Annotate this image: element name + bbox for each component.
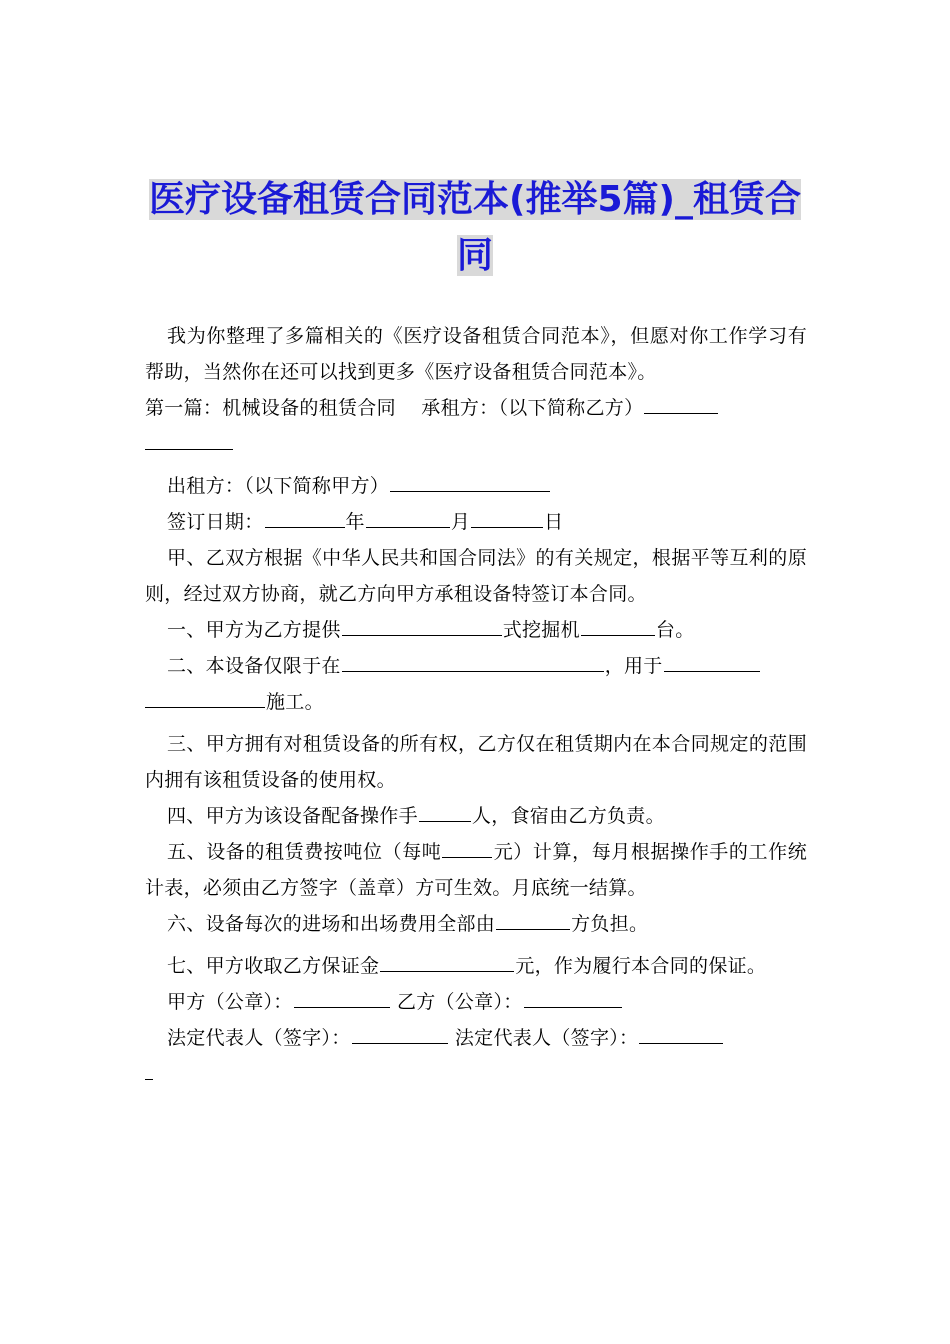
clause-2-text-a: 二、本设备仅限于在: [167, 655, 341, 677]
intro-paragraph: 我为你整理了多篇相关的《医疗设备租赁合同范本》，但愿对你工作学习有帮助，当然你在还可以找到更多《医疗设备租赁合同范本》。: [145, 325, 807, 383]
sign-date-label: 签订日期：: [167, 511, 264, 533]
sign-year-blank: [265, 509, 345, 528]
party-a-seal-blank: [294, 989, 390, 1008]
price-per-ton-blank: [442, 839, 492, 858]
party-b-seal-label: 乙方（公章）：: [396, 991, 523, 1013]
lessee-label: 承租方：（以下简称乙方）: [421, 397, 644, 419]
excavator-count-blank: [581, 617, 655, 636]
clause-2: [145, 648, 807, 720]
rep-b-blank-continued: [145, 1061, 153, 1080]
representative-line: [145, 1020, 807, 1092]
sign-month-blank: [366, 509, 450, 528]
clause-5-text-b: 元）计算，每月根据操作手的工作统计表，必须由乙方签字（盖章）方可生效。月底统一结算。: [145, 841, 807, 899]
clause-2-text-b: ，用于: [604, 655, 663, 677]
clause-7: [145, 948, 807, 984]
clause-6: [145, 906, 807, 942]
document-title: [145, 172, 805, 284]
lessor-blank: [390, 473, 550, 492]
lessor-line: [145, 468, 807, 504]
day-label: 日: [544, 511, 564, 533]
clause-1-text-a: 一、甲方为乙方提供: [167, 619, 341, 641]
preamble-paragraph: 甲、乙双方根据《中华人民共和国合同法》的有关规定，根据平等互利的原则，经过双方协商，就乙方向甲方承租设备特签订本合同。: [145, 547, 807, 605]
clause-7-text-b: 元，作为履行本合同的保证。: [515, 955, 767, 977]
clause-1-text-b: 式挖掘机: [502, 619, 580, 641]
section1-heading: 第一篇：机械设备的租赁合同: [145, 397, 396, 419]
clause-2-text-c: 施工。: [266, 691, 324, 713]
clause-5-text-a: 五、设备的租赁费按吨位（每吨: [167, 841, 442, 863]
purpose-blank: [664, 653, 760, 672]
clause-4-text-b: 人，食宿由乙方负责。: [471, 805, 665, 827]
clause-3: 三、甲方拥有对租赁设备的所有权，乙方仅在租赁期内在本合同规定的范围内拥有该租赁设备的使用权。: [145, 733, 807, 791]
rep-b-blank: [639, 1025, 723, 1044]
clause-1: [145, 612, 807, 648]
clause-6-text-a: 六、设备每次的进场和出场费用全部由: [167, 913, 496, 935]
document-body: [145, 318, 807, 1092]
rep-a-blank: [352, 1025, 448, 1044]
clause-6-text-b: 方负担。: [571, 913, 649, 935]
purpose-blank-continued: [145, 689, 265, 708]
clause-4-text-a: 四、甲方为该设备配备操作手: [167, 805, 418, 827]
document-title-text: 医疗设备租赁合同范本(推举5篇)_租赁合同: [149, 179, 801, 276]
lessor-label: 出租方：（以下简称甲方）: [167, 475, 390, 497]
sign-day-blank: [471, 509, 543, 528]
transport-party-blank: [496, 911, 570, 930]
deposit-blank: [380, 953, 514, 972]
month-label: 月: [450, 511, 471, 533]
rep-b-label: 法定代表人（签字）：: [454, 1027, 639, 1049]
excavator-type-blank: [342, 617, 502, 636]
lessee-blank-continued: [145, 431, 233, 450]
location-blank: [342, 653, 604, 672]
year-label: 年: [345, 511, 365, 533]
operator-count-blank: [419, 803, 471, 822]
clause-5: [145, 834, 807, 906]
seal-line: [145, 984, 807, 1020]
section1-heading-line: [145, 390, 807, 462]
party-b-seal-blank: [524, 989, 622, 1008]
clause-4: [145, 798, 807, 834]
rep-a-label: 法定代表人（签字）：: [167, 1027, 351, 1049]
clause-1-text-c: 台。: [655, 619, 695, 641]
party-a-seal-label: 甲方（公章）：: [167, 991, 293, 1013]
clause-7-text-a: 七、甲方收取乙方保证金: [167, 955, 380, 977]
sign-date-line: [145, 504, 807, 540]
lessee-blank: [644, 395, 718, 414]
